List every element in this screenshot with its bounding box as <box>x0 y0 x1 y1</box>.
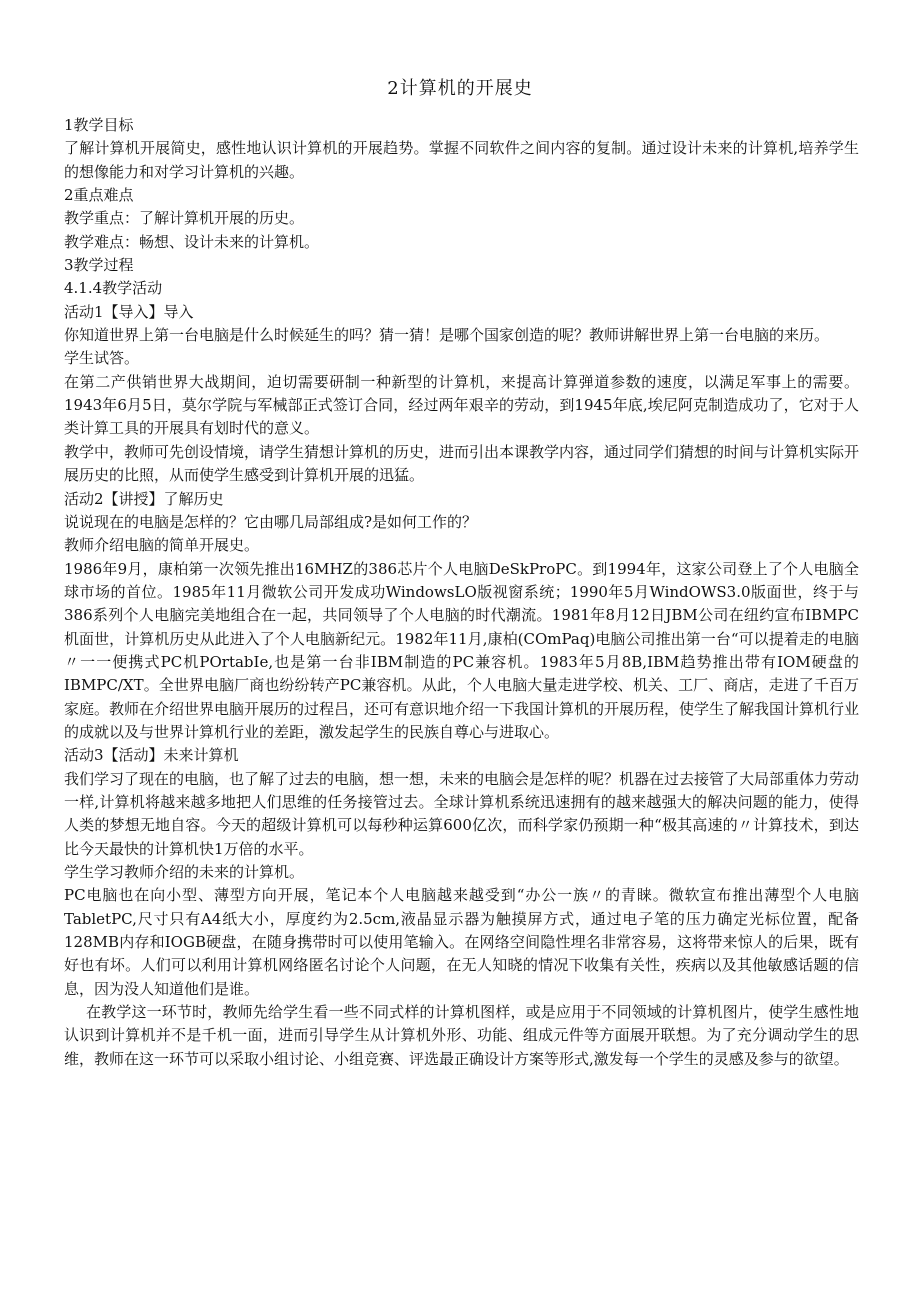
heading-activity-3: 活动3【活动】未来计算机 <box>64 746 239 765</box>
heading-teaching-activity: 4.1.4教学活动 <box>64 279 163 298</box>
document-body <box>64 114 859 1071</box>
paragraph-pc-history: 1986年9月，康柏第一次领先推出16MHZ的386芯片个人电脑DeSkProPC。到1994年，这家公司登上了个人电脑全球市场的首位。1985年11月微软公司开发成功WindowsLO版视窗系统；1990年5月WindOWS3.0版面世，终于与386系列个人电脑完美地组合在一起，共同领导了个人电脑的时代潮流。1981年8月12日JBM公司在纽约宣布IBMPC机面世，计算机历史从此进入了个人电脑新纪元。1982年11月,康柏(COmPaq)电脑公司推出第一台“可以提着走的电脑〃一一便携式PC机POrtabIe,也是第一台非IBM制造的PC兼容机。1983年5月8B,IBM趋势推出带有IOM硬盘的IBMPC/XT。全世界电脑厂商也纷纷转产PC兼容机。从此，个人电脑大量走进学校、机关、工厂、商店，走进了千百万家庭。教师在介绍世界电脑开展历的过程吕，还可有意识地介绍一下我国计算机的开展历程，使学生了解我国计算机行业的成就以及与世界计算机行业的差距，激发起学生的民族自尊心与进取心。 <box>64 559 860 741</box>
paragraph-eniac-history: 在第二产供销世界大战期间，迫切需要研制一种新型的计算机，来提高计算弹道参数的速度，以满足军事上的需要。1943年6月5日，莫尔学院与军械部正式签订合同，经过两年艰辛的劳动，到1945年底,埃尼阿克制造成功了，它对于人类计算工具的开展具有划时代的意义。 <box>64 372 859 438</box>
paragraph-teaching-guess: 教学中，教师可先创设情境，请学生猜想计算机的历史，进而引出本课教学内容，通过同学们猜想的时间与计算机实际开展历史的比照，从而使学生感受到计算机开展的迅猛。 <box>64 442 860 485</box>
paragraph-current-computer-question: 说说现在的电脑是怎样的？它由哪几局部组成?是如何工作的？ <box>64 512 478 531</box>
paragraph-tablet-pc: PC电脑也在向小型、薄型方向开展，笔记本个人电脑越来越受到“办公一族〃的青睐。微软宣布推出薄型个人电脑TabletPC,尺寸只有A4纸大小，厚度约为2.5cm,液晶显示器为触摸屏方式，通过电子笔的压力确定光标位置，配备128MB内存和IOGB硬盘，在随身携带时可以使用笔输入。在网络空间隐性埋名非常容易，这将带来惊人的后果，既有好也有坏。人们可以利用计算机网络匿名讨论个人问题，在无人知晓的情况下收集有关性，疾病以及其他敏感话题的信息，因为没人知道他们是谁。 <box>64 886 859 998</box>
heading-key-points: 2重点难点 <box>64 186 134 205</box>
paragraph-first-computer-question: 你知道世界上第一台电脑是什么时候延生的吗？猜一猜！是哪个国家创造的呢？教师讲解世界上第一台电脑的来历。 <box>64 326 830 345</box>
paragraph-student-answer: 学生试答。 <box>64 349 140 368</box>
heading-activity-1: 活动1【导入】导入 <box>64 302 194 321</box>
paragraph-teacher-intro: 教师介绍电脑的简单开展史。 <box>64 536 260 555</box>
paragraph-future-computer: 我们学习了现在的电脑，也了解了过去的电脑，想一想，未来的电脑会是怎样的呢？机器在过去接管了大局部重体力劳动一样,计算机将越来越多地把人们思维的任务接管过去。全球计算机系统迅速拥有的越来越强大的解决问题的能力，使得人类的梦想无地自容。今天的超级计算机可以每秒种运算600亿次，而科学家仍预期一种“极其高速的〃计算技术，到达比今天最快的计算机快1万倍的水平。 <box>64 769 860 858</box>
paragraph-difficult-point: 教学难点：畅想、设计未来的计算机。 <box>64 232 320 251</box>
heading-teaching-goal: 1教学目标 <box>64 116 134 134</box>
document-title: 2计算机的开展史 <box>387 78 533 99</box>
paragraph-teaching-link: 在教学这一环节时，教师先给学生看一些不同式样的计算机图样，或是应用于不同领域的计算机图片，使学生感性地认识到计算机并不是千机一面，进而引导学生从计算机外形、功能、组成元件等方面展开联想。为了充分调动学生的思维，教师在这一环节可以采取小组讨论、小组竞赛、评选最正确设计方案等形式,激发每一个学生的灵感及参与的欲望。 <box>64 1003 859 1068</box>
paragraph-key-point: 教学重点：了解计算机开展的历史。 <box>64 209 305 228</box>
paragraph-goal-text: 了解计算机开展简史，感性地认识计算机的开展趋势。掌握不同软件之间内容的复制。通过设计未来的计算机,培养学生的想像能力和对学习计算机的兴趣。 <box>64 139 859 181</box>
heading-teaching-process: 3教学过程 <box>64 256 134 275</box>
paragraph-student-learn: 学生学习教师介绍的未来的计算机。 <box>64 863 305 881</box>
heading-activity-2: 活动2【讲授】了解历史 <box>64 489 224 508</box>
